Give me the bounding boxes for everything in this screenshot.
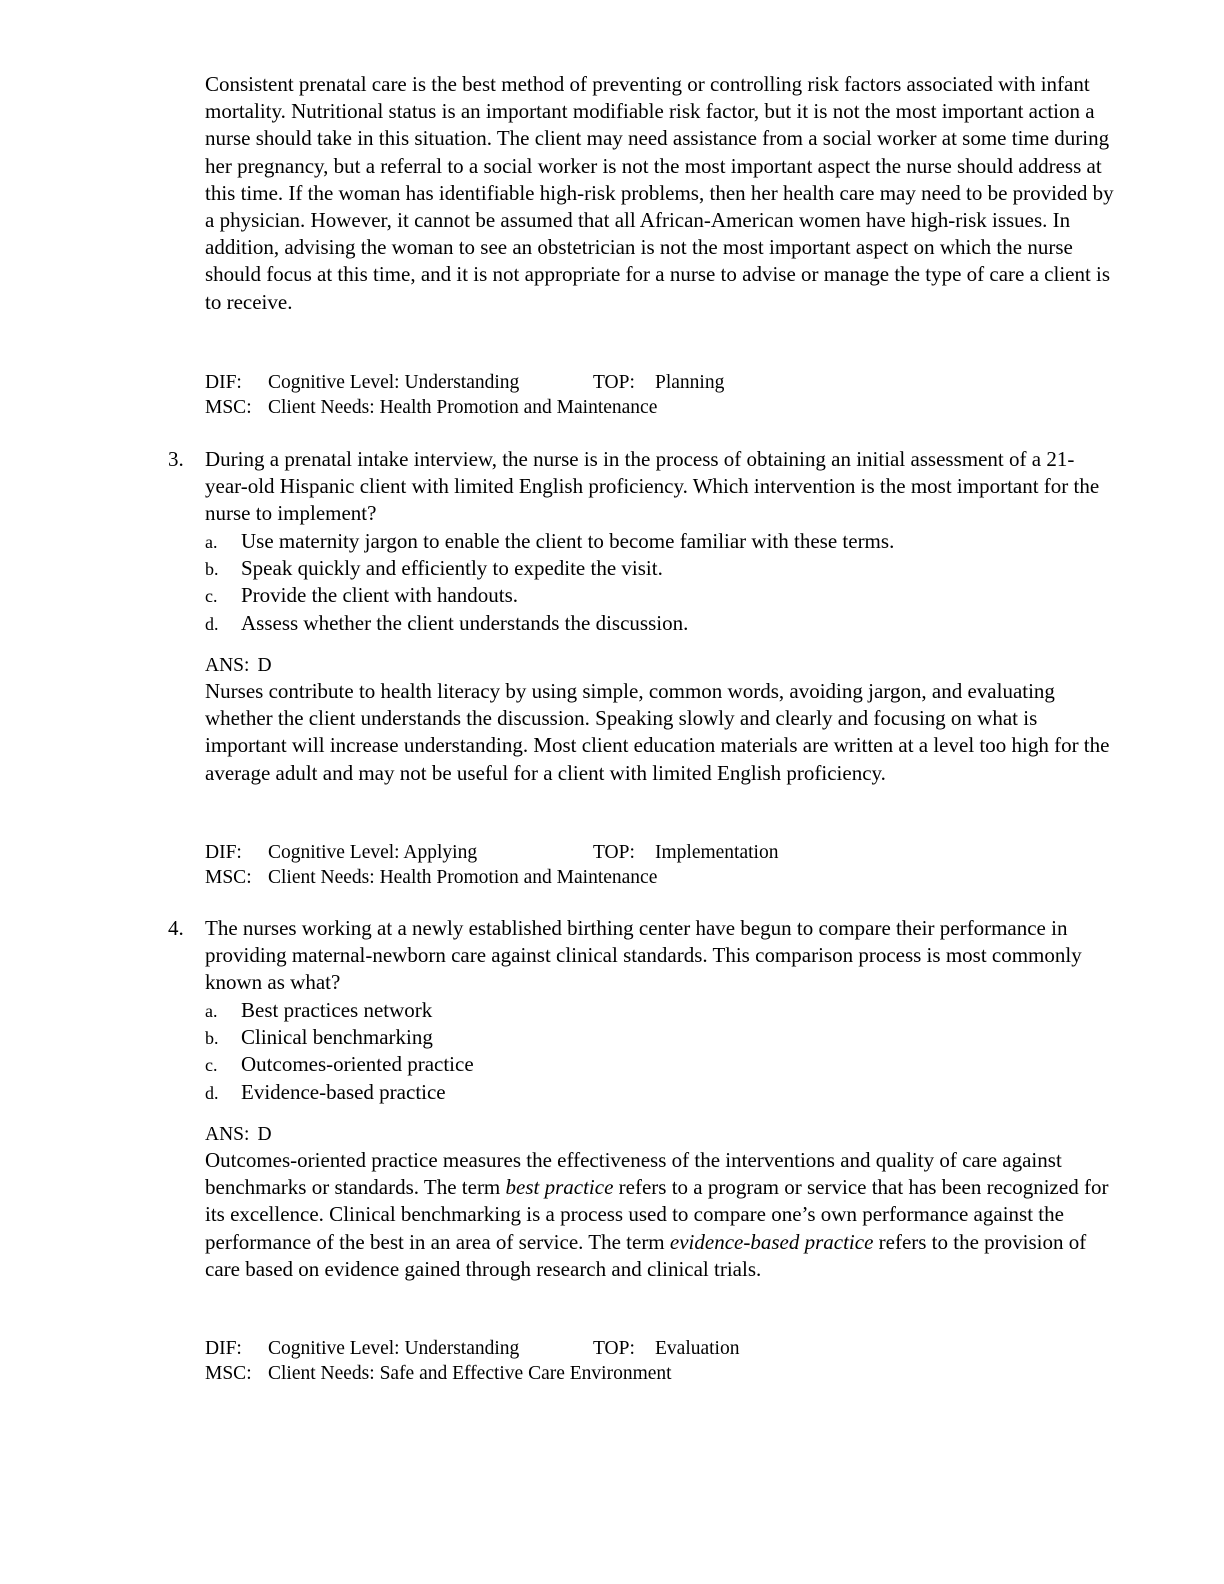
option-d xyxy=(205,610,688,638)
option-letter: b. xyxy=(205,559,219,579)
option-letter: a. xyxy=(205,1001,218,1021)
ans-value: D xyxy=(257,1124,272,1145)
ans-value: D xyxy=(257,655,272,676)
dif-label: DIF: xyxy=(205,1338,242,1359)
msc-value: Client Needs: Health Promotion and Maintenance xyxy=(268,397,658,418)
answer-explanation: Nurses contribute to health literacy by using simple, common words, avoiding jargon, and evaluating whether the client understands the discussion. Speaking slowly and clearly and focusing on what is important will increase understanding. Most client education materials are written at a level too high for the average adult and may not be useful for a client with limited English proficiency. xyxy=(205,679,1110,785)
answer-line xyxy=(205,1122,272,1147)
option-text: Outcomes-oriented practice xyxy=(241,1052,474,1076)
option-text: Best practices network xyxy=(241,998,433,1022)
option-text: Use maternity jargon to enable the client to become familiar with these terms. xyxy=(241,529,895,553)
option-text: Speak quickly and efficiently to expedite the visit. xyxy=(241,556,663,580)
question-stem: During a prenatal intake interview, the nurse is in the process of obtaining an initial assessment of a 21-year-old Hispanic client with limited English proficiency. Which intervention is the most important for the nurse to implement? xyxy=(205,447,1100,526)
option-a xyxy=(205,528,894,556)
option-text: Clinical benchmarking xyxy=(241,1025,433,1049)
answer-explanation xyxy=(205,1147,1110,1283)
option-letter: a. xyxy=(205,532,218,552)
top-label: TOP: xyxy=(593,842,635,863)
option-a xyxy=(205,997,432,1025)
option-letter: c. xyxy=(205,1055,218,1075)
explanation-text: refers to the provision of care based on evidence gained through research and clinical trials. xyxy=(205,1229,1087,1281)
dif-value: Cognitive Level: Applying xyxy=(268,842,478,863)
dif-label: DIF: xyxy=(205,842,242,863)
option-c xyxy=(205,582,518,610)
explanation-term: best practice xyxy=(505,1175,614,1200)
dif-value: Cognitive Level: Understanding xyxy=(268,1338,520,1359)
ans-label: ANS: xyxy=(205,655,250,676)
dif-value: Cognitive Level: Understanding xyxy=(268,372,520,393)
top-value: Evaluation xyxy=(655,1338,740,1359)
ans-label: ANS: xyxy=(205,1124,250,1145)
msc-label: MSC: xyxy=(205,867,252,888)
top-label: TOP: xyxy=(593,1338,635,1359)
option-letter: d. xyxy=(205,614,219,634)
msc-value: Client Needs: Health Promotion and Maintenance xyxy=(268,867,658,888)
option-b xyxy=(205,1024,433,1052)
question-number: 4. xyxy=(168,916,184,940)
option-letter: b. xyxy=(205,1028,219,1048)
explanation-text: refers to a program or service that has been recognized for its excellence. Clinical benchmarking is a process used to compare one’s own performance against the performance of the best in an area of service. The term xyxy=(205,1175,1109,1254)
option-d xyxy=(205,1079,446,1107)
question-stem: The nurses working at a newly established birthing center have begun to compare their performance in providing maternal-newborn care against clinical standards. This comparison process is most commonly known as what? xyxy=(205,916,1082,995)
option-text: Assess whether the client understands the discussion. xyxy=(241,611,689,635)
top-value: Planning xyxy=(655,372,725,393)
option-letter: c. xyxy=(205,586,218,606)
top-label: TOP: xyxy=(593,372,635,393)
option-b xyxy=(205,555,663,583)
explanation-term: evidence-based practice xyxy=(669,1229,874,1254)
explanation-text: Outcomes-oriented practice measures the effectiveness of the interventions and quality of care against benchmarks or standards. The term xyxy=(205,1148,1062,1200)
option-text: Provide the client with handouts. xyxy=(241,583,519,607)
msc-label: MSC: xyxy=(205,1363,252,1384)
answer-line xyxy=(205,653,272,678)
msc-label: MSC: xyxy=(205,397,252,418)
msc-value: Client Needs: Safe and Effective Care Environment xyxy=(268,1363,672,1384)
option-c xyxy=(205,1051,474,1079)
question-number: 3. xyxy=(168,447,184,471)
option-letter: d. xyxy=(205,1083,219,1103)
intro-explanation: Consistent prenatal care is the best method of preventing or controlling risk factors associated with infant mortality. Nutritional status is an important modifiable risk factor, but it is not the most important action a nurse should take in this situation. The client may need assistance from a social worker at some time during her pregnancy, but a referral to a social worker is not the most important aspect the nurse should address at this time. If the woman has identifiable high-risk problems, then her health care may need to be provided by a physician. However, it cannot be assumed that all African-American women have high-risk issues. In addition, advising the woman to see an obstetrician is not the most important aspect on which the nurse should focus at this time, and it is not appropriate for a nurse to advise or manage the type of care a client is to receive. xyxy=(205,72,1114,314)
option-text: Evidence-based practice xyxy=(241,1080,446,1104)
dif-label: DIF: xyxy=(205,372,242,393)
top-value: Implementation xyxy=(655,842,779,863)
